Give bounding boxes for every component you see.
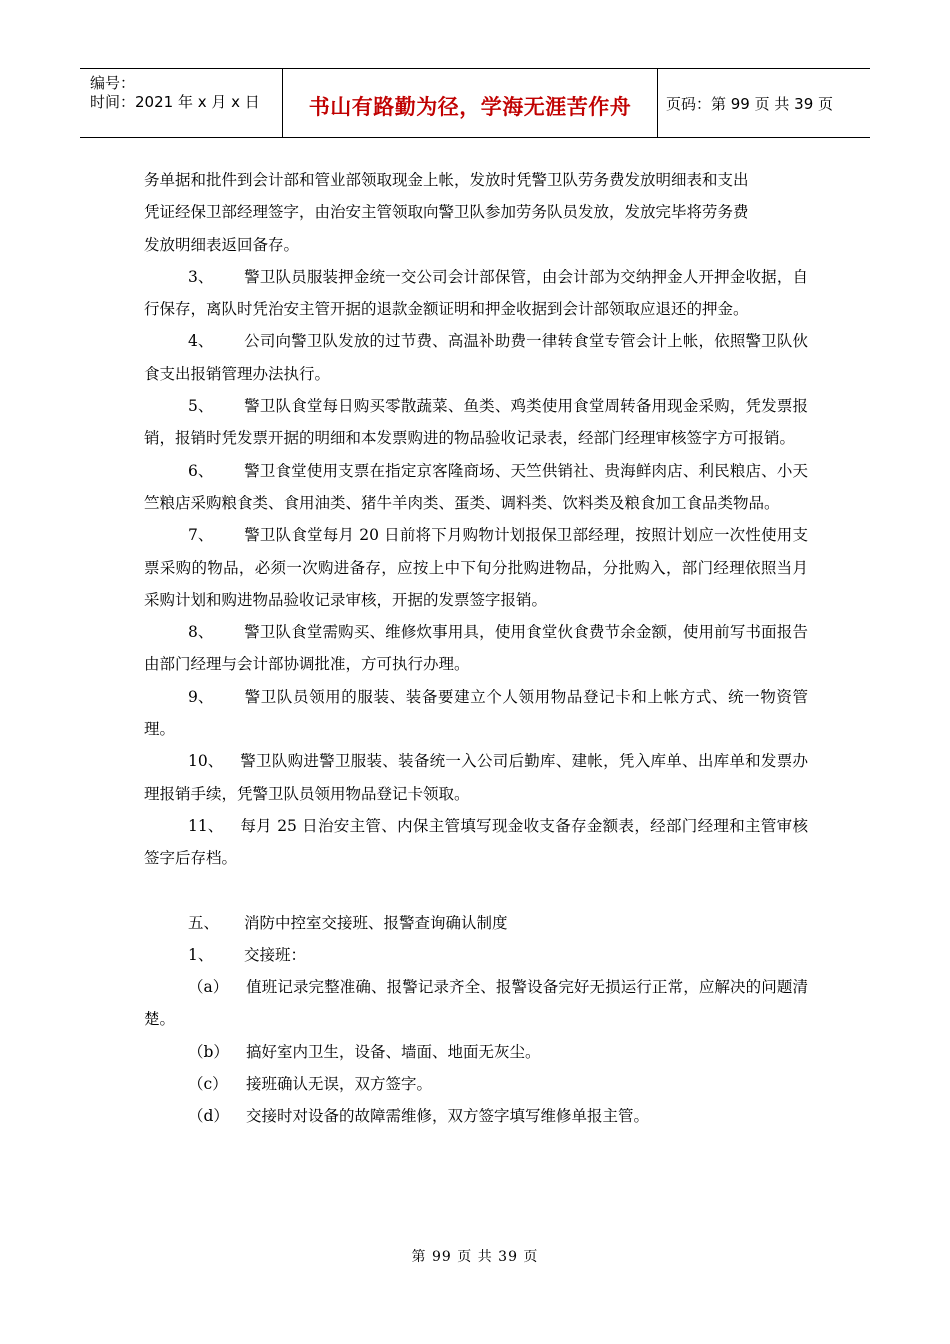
item-3 bbox=[144, 261, 808, 326]
item-5 bbox=[144, 390, 808, 455]
serial-label: 编号： bbox=[90, 74, 136, 92]
header-motto-cell bbox=[283, 69, 658, 137]
motto: 书山有路勤为径，学海无涯苦作舟 bbox=[308, 95, 632, 119]
item-number: 6、 bbox=[188, 461, 214, 480]
subsection-heading bbox=[144, 939, 808, 971]
item-number: 4、 bbox=[188, 332, 214, 351]
subsection-title: 交接班： bbox=[244, 945, 307, 964]
item-text: 警卫队购进警卫服装、装备统一入公司后勤库、建帐，凭入库单、出库单和发票办理报销手续，凭警卫队员领用物品登记卡领取。 bbox=[144, 752, 808, 803]
item-text: 每月 25 日治安主管、内保主管填写现金收支备存金额表，经部门经理和主管审核签字后存档。 bbox=[144, 816, 808, 868]
item-6 bbox=[144, 455, 808, 520]
item-number: 3、 bbox=[188, 267, 214, 286]
paragraph-line: 发放明细表返回备存。 bbox=[144, 235, 300, 254]
item-number: 8、 bbox=[188, 623, 214, 642]
item-9 bbox=[144, 681, 808, 746]
section-title: 消防中控室交接班、报警查询确认制度 bbox=[244, 913, 508, 932]
item-number: 10、 bbox=[188, 752, 224, 771]
item-text: 警卫队员领用的服装、装备要建立个人领用物品登记卡和上帐方式、统一物资管理。 bbox=[144, 687, 808, 739]
sub-item-text: 交接时对设备的故障需维修，双方签字填写维修单报主管。 bbox=[246, 1107, 650, 1126]
item-number: 11、 bbox=[188, 816, 224, 835]
item-7 bbox=[144, 519, 808, 616]
item-text: 警卫队食堂每月 20 日前将下月购物计划报保卫部经理，按照计划应一次性使用支票采购的物品，必须一次购进备存，应按上中下旬分批购进物品，分批购入，部门经理依照当月采购计划和购进物品验收记录审核，开据的发票签字报销。 bbox=[144, 526, 808, 609]
paragraph-line: 凭证经保卫部经理签字，由治安主管领取向警卫队参加劳务队员发放，发放完毕将劳务费 bbox=[144, 203, 749, 222]
item-8 bbox=[144, 616, 808, 681]
header-page-cell bbox=[658, 69, 870, 137]
page-header bbox=[80, 68, 870, 138]
item-text: 警卫队食堂每日购买零散蔬菜、鱼类、鸡类使用食堂周转备用现金采购，凭发票报销，报销时凭发票开据的明细和本发票购进的物品验收记录表，经部门经理审核签字方可报销。 bbox=[144, 397, 808, 448]
item-4 bbox=[144, 325, 808, 390]
sub-item-a bbox=[144, 971, 808, 1036]
sub-item-text: 值班记录完整准确、报警记录齐全、报警设备完好无损运行正常，应解决的问题清楚。 bbox=[144, 978, 808, 1029]
sub-item-c bbox=[144, 1068, 808, 1100]
sub-item-label: （a） bbox=[188, 978, 229, 997]
item-number: 9、 bbox=[188, 687, 214, 706]
section-number: 五、 bbox=[188, 913, 220, 932]
item-text: 公司向警卫队发放的过节费、高温补助费一律转食堂专管会计上帐，依照警卫队伙食支出报销管理办法执行。 bbox=[144, 332, 808, 383]
item-number: 7、 bbox=[188, 526, 214, 545]
page-number: 页码：第 99 页 共 39 页 bbox=[666, 95, 834, 113]
header-meta bbox=[80, 69, 283, 137]
item-text: 警卫食堂使用支票在指定京客隆商场、天竺供销社、贵海鲜肉店、利民粮店、小天竺粮店采购粮食类、食用油类、猪牛羊肉类、蛋类、调料类、饮料类及粮食加工食品类物品。 bbox=[144, 461, 808, 512]
item-10 bbox=[144, 745, 808, 810]
sub-item-label: （d） bbox=[188, 1107, 229, 1126]
document-body bbox=[144, 164, 808, 1133]
item-text: 警卫队员服装押金统一交公司会计部保管，由会计部为交纳押金人开押金收据，自行保存，离队时凭治安主管开据的退款金额证明和押金收据到会计部领取应退还的押金。 bbox=[144, 267, 808, 319]
sub-item-text: 搞好室内卫生，设备、墙面、地面无灰尘。 bbox=[246, 1042, 541, 1061]
item-number: 5、 bbox=[188, 397, 214, 416]
sub-item-label: （b） bbox=[188, 1042, 229, 1061]
section-heading bbox=[144, 907, 808, 939]
subsection-number: 1、 bbox=[188, 945, 214, 964]
sub-item-label: （c） bbox=[188, 1075, 228, 1094]
sub-item-text: 接班确认无误，双方签字。 bbox=[246, 1075, 433, 1094]
sub-item-d bbox=[144, 1100, 808, 1132]
page-footer: 第 99 页 共 39 页 bbox=[411, 1249, 539, 1265]
item-11 bbox=[144, 810, 808, 875]
blank-line bbox=[144, 875, 808, 907]
date-line: 时间：2021 年 x 月 x 日 bbox=[90, 93, 260, 111]
paragraph-line: 务单据和批件到会计部和管业部领取现金上帐，发放时凭警卫队劳务费发放明细表和支出 bbox=[144, 171, 749, 189]
item-text: 警卫队食堂需购买、维修炊事用具，使用食堂伙食费节余金额，使用前写书面报告由部门经理与会计部协调批准，方可执行办理。 bbox=[144, 623, 808, 674]
sub-item-b bbox=[144, 1036, 808, 1068]
